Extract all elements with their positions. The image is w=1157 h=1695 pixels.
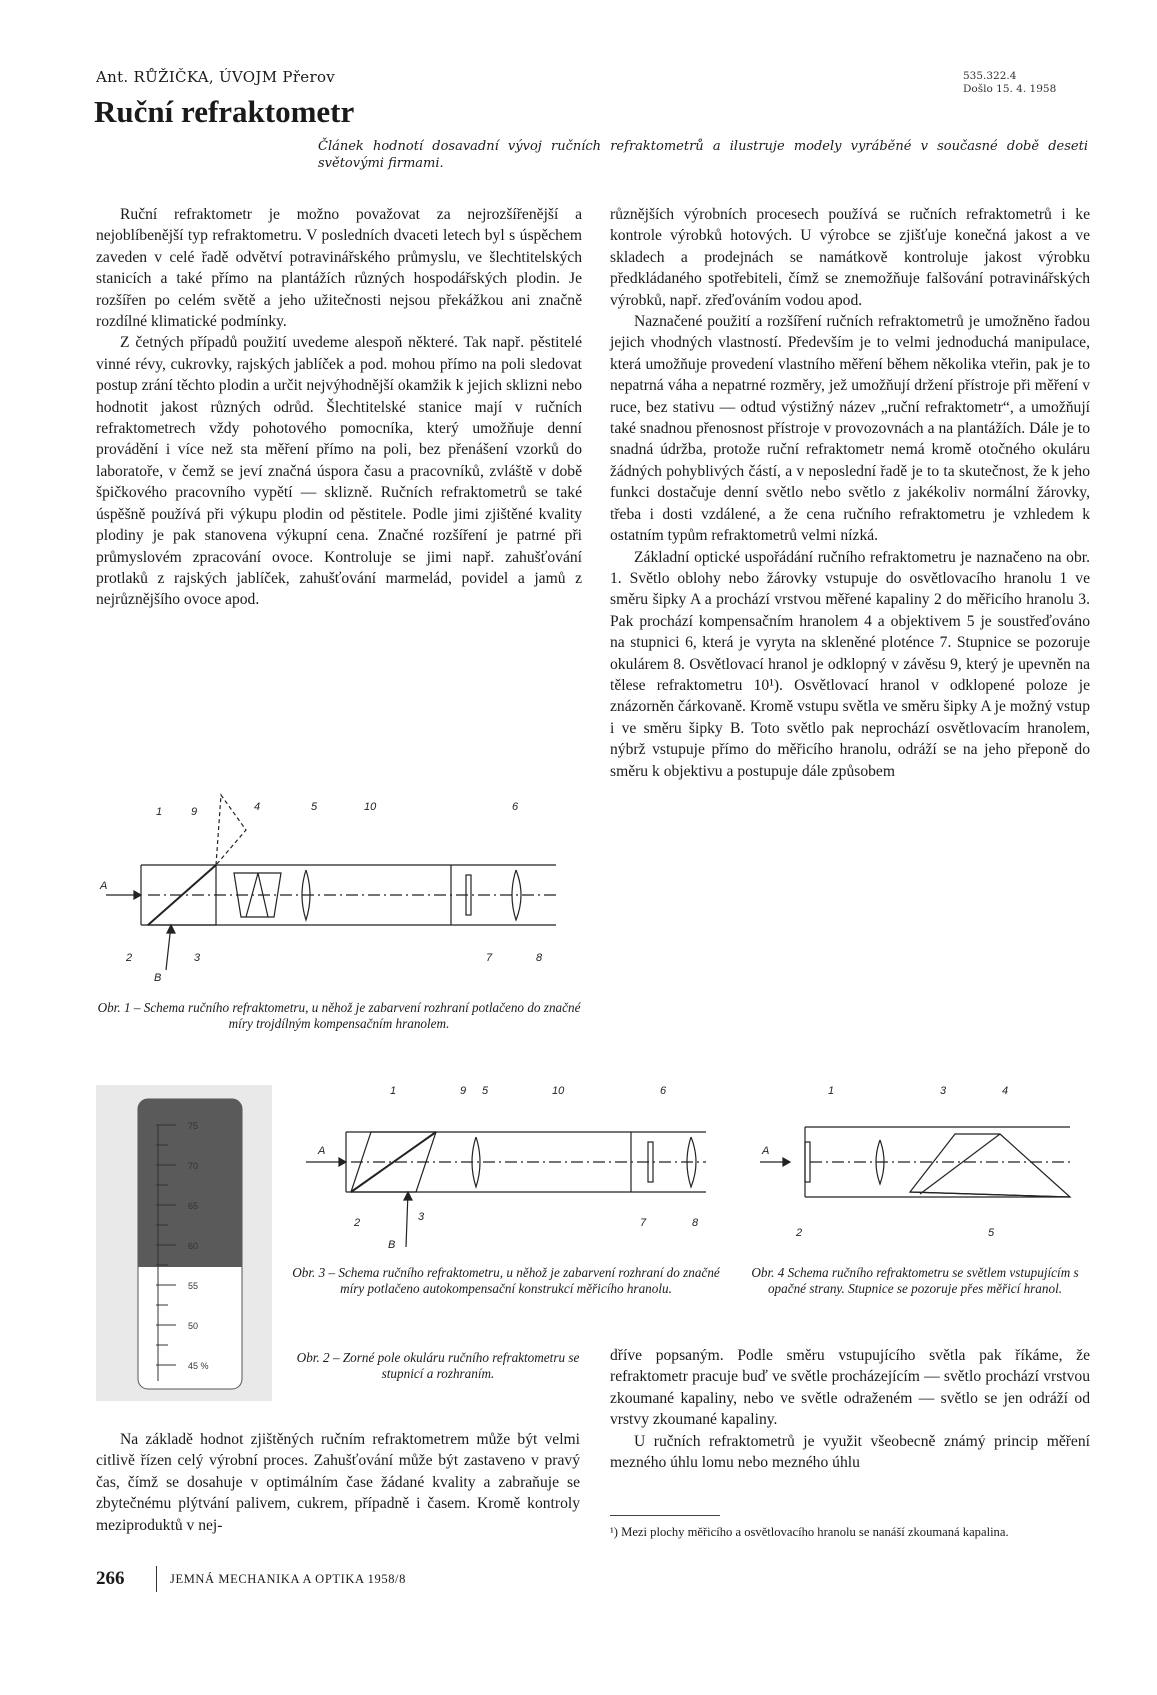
- fig1-label-2: 2: [126, 952, 133, 964]
- abstract: Článek hodnotí dosavadní vývoj ručních refraktometrů a ilustruje modely vyráběné v současné době deseti světovými firmami.: [318, 139, 1088, 171]
- figure-1-caption: Obr. 1 – Schema ručního refraktometru, u něhož je zabarvení rozhraní potlačeno do značné míry trojdílným kompensačním hranolem.: [97, 1000, 581, 1031]
- fig1-label-4: 4: [254, 801, 261, 813]
- fig3-label-9: 9: [460, 1085, 467, 1097]
- paragraph: Naznačené použití a rozšíření ručních refraktometrů je umožněno řadou jejich vhodných vlastností. Především je to velmi jednoduchá manipulace, která umožňuje provedení vlastního měření během několika vteřin, pak je to nepatrná váha a nepatrné rozměry, jež umožňují držení přístroje při měření v ruce, bez stativu — odtud výstižný název „ruční refraktometr“, a umožňují také snadnou přenosnost přístroje v provozovnách a na plantážích. Dále je to snadná údržba, protože ruční refraktometr nemá kromě otočného okuláru žádných pohyblivých částí, a v neposlední řadě je to ta skutečnost, že k jeho funkci dostačuje denní světlo nebo světlo z jakékoliv normální žárovky, třeba i dosti vzdálené, a že cena ručního refraktometru je vzhledem k ostatním typům refraktometrů velmi nízká.: [610, 313, 1090, 545]
- fig1-label-10: 10: [364, 801, 377, 813]
- fig1-label-9: 9: [191, 806, 198, 818]
- journal-name: JEMNÁ MECHANIKA A OPTIKA 1958/8: [170, 1572, 406, 1586]
- scale-label-60: 60: [188, 1241, 199, 1251]
- footnote: ¹) Mezi plochy měřicího a osvětlovacího hranolu se nanáší zkoumaná kapalina.: [610, 1525, 1009, 1539]
- fig3-label-5: 5: [482, 1085, 489, 1097]
- footnote-rule: [610, 1515, 720, 1516]
- fig3-label-1: 1: [390, 1085, 397, 1097]
- fig4-label-1: 1: [828, 1085, 835, 1097]
- column-3: [96, 1429, 580, 1536]
- fig1-label-3: 3: [194, 952, 201, 964]
- scale-label-50: 50: [188, 1321, 199, 1331]
- column-1: [96, 204, 582, 611]
- fig1-label-7: 7: [486, 952, 493, 964]
- fig3-label-3: 3: [418, 1211, 425, 1223]
- figure-3-diagram: [296, 1082, 726, 1262]
- fig3-label-A: A: [318, 1145, 326, 1157]
- fig3-label-B: B: [388, 1239, 396, 1251]
- fig3-label-8: 8: [692, 1217, 699, 1229]
- fig3-label-2: 2: [354, 1217, 361, 1229]
- column-2: [610, 204, 1090, 782]
- fig3-label-10: 10: [552, 1085, 565, 1097]
- paragraph: Ruční refraktometr je možno považovat za nejrozšířenější a nejoblíbenější typ refraktometru. V posledních dvaceti letech byl s úspěchem zaveden v celé řadě odvětví potravinářského průmyslu, ve šlechtitelských stanicích a také přímo na plantážích různých hospodářských plodin. Je rozšířen po celém světě a jeho užitečnosti nejsou překážkou ani značně rozdílné klimatické podmínky.: [96, 206, 582, 331]
- figure-2-caption: Obr. 2 – Zorné pole okuláru ručního refraktometru se stupnicí a rozhraním.: [296, 1350, 580, 1381]
- paragraph: Základní optické uspořádání ručního refraktometru je naznačeno na obr. 1. Světlo oblohy nebo žárovky vstupuje do osvětlovacího hranolu 1 ve směru šipky A a prochází vrstvou měřené kapaliny 2 do měřicího hranolu 3. Pak prochází kompensačním hranolem 4 a objektivem 5 je soustřeďováno na stupnici 6, která je vyryta na skleněné ploténce 7. Stupnice se pozoruje okulárem 8. Osvětlovací hranol je odklopný v závěsu 9, který je upevněn na tělese refraktometru 10¹). Osvětlovací hranol v odklopené poloze je znázorněn čárkovaně. Kromě vstupu světla ve směru šipky A je možný vstup i ve směru šipky B. Toto světlo pak neprochází osvětlovacím hranolem, nýbrž vstupuje přímo do měřicího hranolu, odráží se na jeho přeponě do směru k objektivu a postupuje dále způsobem: [610, 548, 1090, 780]
- figure-2-panel: [96, 1085, 272, 1401]
- received-date: Došlo 15. 4. 1958: [963, 83, 1057, 95]
- paragraph: dříve popsaným. Podle směru vstupujícího světla pak říkáme, že refraktometr pracuje buď ve světle procházejícím — světlo prochází vrstvou zkoumané kapaliny, nebo ve světle odraženém — světlo se jen odráží od vrstvy zkoumané kapaliny.: [610, 1347, 1090, 1429]
- page-number: 266: [96, 1568, 125, 1589]
- fig4-label-5: 5: [988, 1227, 995, 1239]
- fig1-label-5: 5: [311, 801, 318, 813]
- fig4-label-2: 2: [796, 1227, 803, 1239]
- fig1-label-B: B: [154, 972, 162, 984]
- fig3-label-7: 7: [640, 1217, 647, 1229]
- fig3-label-6: 6: [660, 1085, 667, 1097]
- article-title: Ruční refraktometr: [94, 94, 355, 129]
- scale-label-75: 75: [188, 1121, 199, 1131]
- figure-4-caption: Obr. 4 Schema ručního refraktometru se světlem vstupujícím s opačné strany. Stupnice se pozoruje přes měřicí hranol.: [751, 1265, 1079, 1296]
- figure-4-diagram: [750, 1082, 1090, 1262]
- fig1-label-6: 6: [512, 801, 519, 813]
- paragraph: Na základě hodnot zjištěných ručním refraktometrem může být velmi citlivě řízen celý výrobní proces. Zahušťování může být zastaveno v pravý čas, čímž se dosahuje v optimálním čase žádané kvality a zabraňuje se zbytečnému plýtvání palivem, cukrem, případně i časem. Kromě kontroly meziproduktů v nej-: [96, 1431, 580, 1534]
- footer-separator: [156, 1566, 157, 1592]
- figure-1-diagram: [96, 775, 566, 990]
- udc-block: [963, 70, 1056, 96]
- scale-label-70: 70: [188, 1161, 199, 1171]
- author-line: Ant. RŮŽIČKA, ÚVOJM Přerov: [96, 68, 336, 86]
- fig1-label-A: A: [100, 880, 108, 892]
- eyepiece-field-view: [96, 1085, 272, 1401]
- figure-3-caption: Obr. 3 – Schema ručního refraktometru, u něhož je zabarvení rozhraní do značné míry potlačeno autokompensační konstrukcí měřicího hranolu.: [292, 1265, 720, 1296]
- fig1-label-1: 1: [156, 806, 163, 818]
- fig4-label-3: 3: [940, 1085, 947, 1097]
- scale-label-55: 55: [188, 1281, 199, 1291]
- fig1-label-8: 8: [536, 952, 543, 964]
- fig4-label-4: 4: [1002, 1085, 1009, 1097]
- fig4-label-A: A: [762, 1145, 770, 1157]
- paragraph: U ručních refraktometrů je využit všeobecně známý princip měření mezného úhlu lomu nebo mezného úhlu: [610, 1432, 1090, 1472]
- udc-code: 535.322.4: [963, 70, 1017, 82]
- column-4: [610, 1345, 1090, 1473]
- scale-label-65: 65: [188, 1201, 199, 1211]
- scale-label-45: 45 %: [188, 1361, 209, 1371]
- paragraph: Z četných případů použití uvedeme alespoň některé. Tak např. pěstitelé vinné révy, cukrovky, rajských jablíček a pod. mohou přímo na poli sledovat postup zrání těchto plodin a určit nejvýhodnější okamžik k jejich sklizni nebo hodnotit jakost různých odrůd. Šlechtitelské stanice mají v ručních refraktometrech vždy pohotového pomocníka, který umožňuje denní provádění i více než sta měření přímo na poli, bez přenášení vzorků do laboratoře, v čemž se jeví značná úspora času a pracovníků, zvláště v době špičkového pracovního vypětí — sklizně. Ručních refraktometrů se také úspěšně používá při výkupu plodin od pěstitele. Podle jimi zjištěné kvality plodiny je pak stanovena výkupní cena. Značné rozšíření je patrné při průmyslovém zpracování ovoce. Kontroluje se jimi např. zahušťování protlaků z rajských jablíček, zahušťování marmelád, povidel a jamů z nejrůznějšího ovoce apod.: [96, 334, 582, 609]
- paragraph: různějších výrobních procesech používá se ručních refraktometrů i ke kontrole výrobků hotových. U výrobce se zjišťuje konečná jakost a ve skladech a prodejnách se namátkově kontroluje jakost výrobku předkládaného spotřebiteli, čímž se znemožňuje falšování potravinářských výrobků, např. zřeďováním vodou apod.: [610, 206, 1090, 309]
